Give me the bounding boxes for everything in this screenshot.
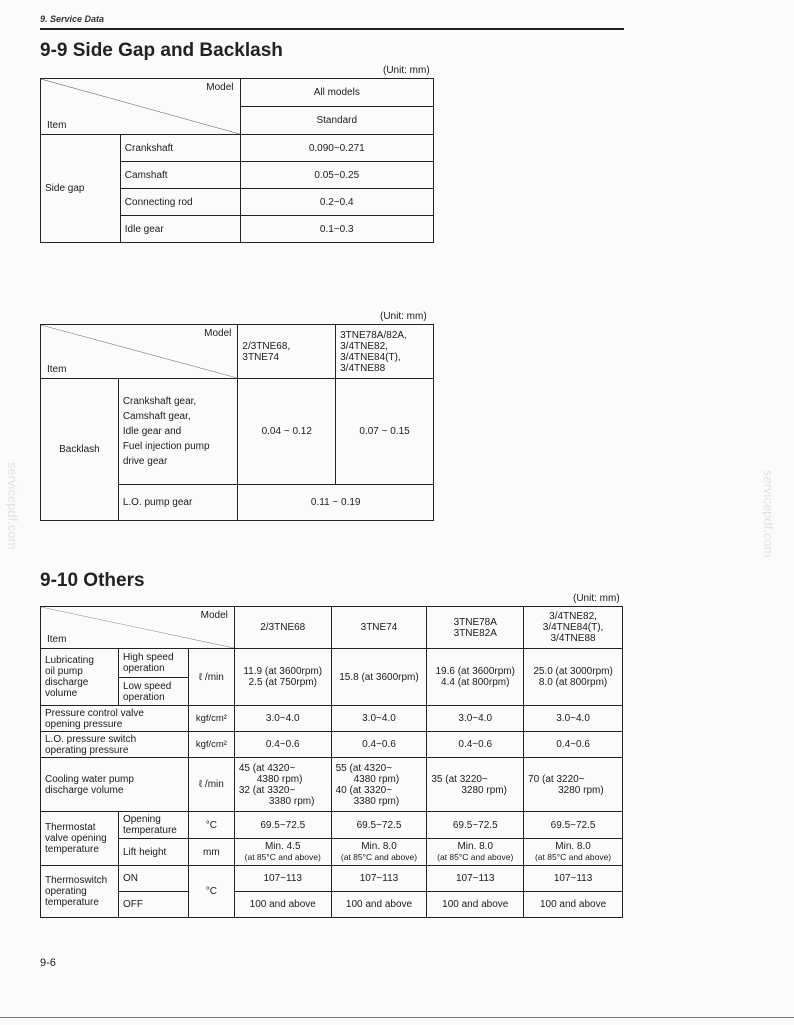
sublabel-high	[118, 649, 188, 678]
value-cell: 100 and above	[331, 892, 427, 918]
row-item: Camshaft	[120, 162, 240, 189]
label-line: L.O. pressure switch	[45, 733, 137, 745]
item-label: Item	[47, 364, 67, 375]
label-line: temperature	[122, 825, 177, 836]
label-line: Opening	[122, 814, 161, 825]
row-value: 0.05~0.25	[240, 162, 433, 189]
sublabel-opening	[118, 812, 188, 839]
value-cell: 0.04 ~ 0.12	[238, 379, 336, 485]
val-line: Min. 8.0	[457, 841, 494, 852]
label-line: opening pressure	[45, 718, 123, 730]
value-cell: 0.4~0.6	[331, 732, 427, 758]
value-cell	[524, 649, 623, 706]
val-line: Min. 8.0	[361, 841, 397, 852]
value-cell: 107~113	[331, 866, 427, 892]
val-line: (at 85°C and above)	[244, 852, 321, 862]
val-line: 32 (at 3320~	[238, 784, 296, 796]
col-model-2	[336, 325, 434, 379]
col-all-models: All models	[240, 79, 433, 107]
value-cell: 3.0~4.0	[427, 706, 524, 732]
row-item: Connecting rod	[120, 189, 240, 216]
val-line: (at 85°C and above)	[340, 852, 418, 862]
label-line: Lubricating	[45, 655, 94, 666]
row-value: 0.1~0.3	[240, 216, 433, 243]
value-cell: 100 and above	[524, 892, 623, 918]
model-label: Model	[200, 610, 228, 621]
row-item: Crankshaft	[120, 135, 240, 162]
value-cell: 69.5~72.5	[331, 812, 427, 839]
label-line: oil pump	[45, 666, 83, 677]
section-header-label: 9. Service Data	[40, 14, 105, 24]
item-label: Item	[47, 120, 67, 131]
val-line: 3380 rpm)	[353, 795, 400, 807]
val-line: 35 (at 3220~	[431, 773, 488, 785]
col-standard: Standard	[240, 107, 433, 135]
row-item-lo-pump: L.O. pump gear	[118, 485, 238, 521]
unit-label-side-gap: (Unit: mm)	[383, 65, 430, 76]
value-cell: 0.07 ~ 0.15	[336, 379, 434, 485]
col-line: 3/4TNE84(T),	[542, 622, 604, 633]
val-line: 3280 rpm)	[558, 784, 604, 796]
footer-rule	[0, 1017, 794, 1018]
val-line: 45 (at 4320~	[238, 762, 296, 774]
col-model-1	[238, 325, 336, 379]
value-cell	[524, 758, 623, 812]
col-line: 3TNE78A	[453, 616, 497, 628]
value-cell	[331, 839, 427, 866]
value-cell: 3.0~4.0	[331, 706, 427, 732]
col-line: 3TNE82A	[453, 627, 497, 639]
label-line: High speed	[122, 652, 174, 663]
unit-cell: mm	[188, 839, 234, 866]
label-line: volume	[45, 688, 78, 699]
model-label: Model	[204, 328, 232, 339]
side-gap-table	[40, 78, 434, 243]
col-model: 3TNE74	[331, 607, 427, 649]
value-cell: 69.5~72.5	[234, 812, 331, 839]
sublabel-low	[118, 678, 188, 706]
unit-cell: °C	[188, 866, 234, 918]
value-cell	[331, 649, 427, 706]
header-diagonal-cell	[41, 325, 238, 379]
value-cell	[234, 839, 331, 866]
model-label: Model	[206, 82, 234, 93]
value-cell: 0.4~0.6	[524, 732, 623, 758]
value-cell: 69.5~72.5	[524, 812, 623, 839]
val-line: (at 85°C and above)	[437, 852, 514, 862]
col-line: 3TNE74	[242, 351, 280, 363]
value-cell	[427, 758, 524, 812]
row-value: 0.090~0.271	[240, 135, 433, 162]
value-cell: 100 and above	[427, 892, 524, 918]
value-cell	[331, 758, 427, 812]
header-diagonal-cell	[41, 79, 241, 135]
item-line: Camshaft gear,	[122, 411, 191, 422]
label-line: Thermostat	[45, 822, 96, 833]
value-cell: 107~113	[234, 866, 331, 892]
label-line: Thermoswitch	[45, 875, 108, 886]
item-label: Item	[47, 634, 67, 645]
label-pressure-control	[41, 706, 189, 732]
section-title-9-10: 9-10 Others	[40, 570, 145, 591]
group-backlash: Backlash	[41, 379, 119, 521]
value-cell	[524, 839, 623, 866]
val-line: 3380 rpm)	[268, 795, 315, 807]
label-line: discharge volume	[45, 784, 124, 796]
others-table	[40, 606, 623, 918]
unit-label-others: (Unit: mm)	[573, 593, 620, 604]
group-side-gap: Side gap	[41, 135, 121, 243]
header-rule	[40, 28, 624, 30]
label-line: Pressure control valve	[45, 707, 144, 719]
col-line: 3/4TNE82,	[340, 340, 388, 352]
label-line: Cooling water pump	[45, 773, 134, 785]
value-cell	[234, 649, 331, 706]
value-cell: 3.0~4.0	[234, 706, 331, 732]
unit-cell: kgf/cm²	[188, 706, 234, 732]
unit-cell: ℓ /min	[188, 649, 234, 706]
header-diagonal-cell	[41, 607, 235, 649]
val-line: 40 (at 3320~	[335, 784, 393, 796]
value-cell: 0.11 ~ 0.19	[238, 485, 434, 521]
val-line: 2.5 (at 750rpm)	[248, 677, 317, 688]
label-line: operation	[122, 691, 165, 703]
val-line: Min. 4.5	[264, 841, 301, 852]
sublabel-lift: Lift height	[118, 839, 188, 866]
label-thermoswitch	[41, 866, 119, 918]
item-line: Idle gear and	[122, 426, 182, 437]
col-model: 2/3TNE68	[234, 607, 331, 649]
col-line: 3/4TNE84(T),	[340, 351, 401, 363]
unit-cell: °C	[188, 812, 234, 839]
label-line: operation	[122, 663, 165, 674]
watermark-right: servicepdf.com	[761, 470, 776, 558]
value-cell	[427, 649, 524, 706]
backlash-table	[40, 324, 434, 521]
value-cell: 69.5~72.5	[427, 812, 524, 839]
col-model	[427, 607, 524, 649]
label-line: Low speed	[122, 680, 172, 692]
unit-cell: kgf/cm²	[188, 732, 234, 758]
value-cell	[427, 839, 524, 866]
val-line: 25.0 (at 3000rpm)	[533, 666, 613, 677]
label-lo-pressure-switch	[41, 732, 189, 758]
unit-label-backlash: (Unit: mm)	[380, 311, 427, 322]
section-title-9-9: 9-9 Side Gap and Backlash	[40, 40, 283, 61]
value-cell: 0.4~0.6	[234, 732, 331, 758]
item-line: Crankshaft gear,	[122, 396, 197, 407]
value-cell: 107~113	[427, 866, 524, 892]
value-cell: 107~113	[524, 866, 623, 892]
row-item-gears	[118, 379, 238, 485]
watermark-left: servicepdf.com	[5, 462, 20, 550]
col-line: 3/4TNE88	[340, 362, 386, 374]
label-line: discharge	[45, 677, 89, 688]
val-line: 4380 rpm)	[256, 773, 303, 785]
unit-cell: ℓ /min	[188, 758, 234, 812]
value-cell: 0.4~0.6	[427, 732, 524, 758]
val-line: 8.0 (at 800rpm)	[538, 677, 608, 688]
val-line: (at 85°C and above)	[534, 852, 612, 862]
val-line: 70 (at 3220~	[528, 773, 585, 785]
col-line: 3/4TNE88	[550, 633, 596, 644]
sublabel-off: OFF	[118, 892, 188, 918]
col-line: 2/3TNE68,	[242, 340, 291, 352]
label-line: temperature	[45, 844, 99, 855]
label-thermostat	[41, 812, 119, 866]
val-line: 4380 rpm)	[353, 773, 400, 785]
val-line: 55 (at 4320~	[335, 762, 393, 774]
val-line: 11.9 (at 3600rpm)	[243, 666, 323, 677]
value-cell: 100 and above	[234, 892, 331, 918]
label-lubricating	[41, 649, 119, 706]
val-line: 15.8 (at 3600rpm)	[339, 671, 419, 683]
col-line: 3/4TNE82,	[549, 611, 597, 622]
label-line: temperature	[45, 897, 99, 908]
item-line: Fuel injection pump	[122, 441, 210, 452]
page-number: 9-6	[40, 957, 56, 969]
label-line: valve opening	[45, 833, 107, 844]
label-line: operating	[45, 886, 87, 897]
val-line: 3280 rpm)	[461, 784, 507, 796]
val-line: 19.6 (at 3600rpm)	[435, 666, 515, 677]
label-cooling-water	[41, 758, 189, 812]
value-cell: 3.0~4.0	[524, 706, 623, 732]
value-cell	[234, 758, 331, 812]
item-line: drive gear	[122, 456, 168, 467]
label-line: operating pressure	[45, 744, 129, 756]
col-model	[524, 607, 623, 649]
val-line: 4.4 (at 800rpm)	[441, 677, 510, 688]
row-item: Idle gear	[120, 216, 240, 243]
row-value: 0.2~0.4	[240, 189, 433, 216]
col-line: 3TNE78A/82A,	[340, 329, 407, 341]
val-line: Min. 8.0	[555, 841, 591, 852]
sublabel-on: ON	[118, 866, 188, 892]
